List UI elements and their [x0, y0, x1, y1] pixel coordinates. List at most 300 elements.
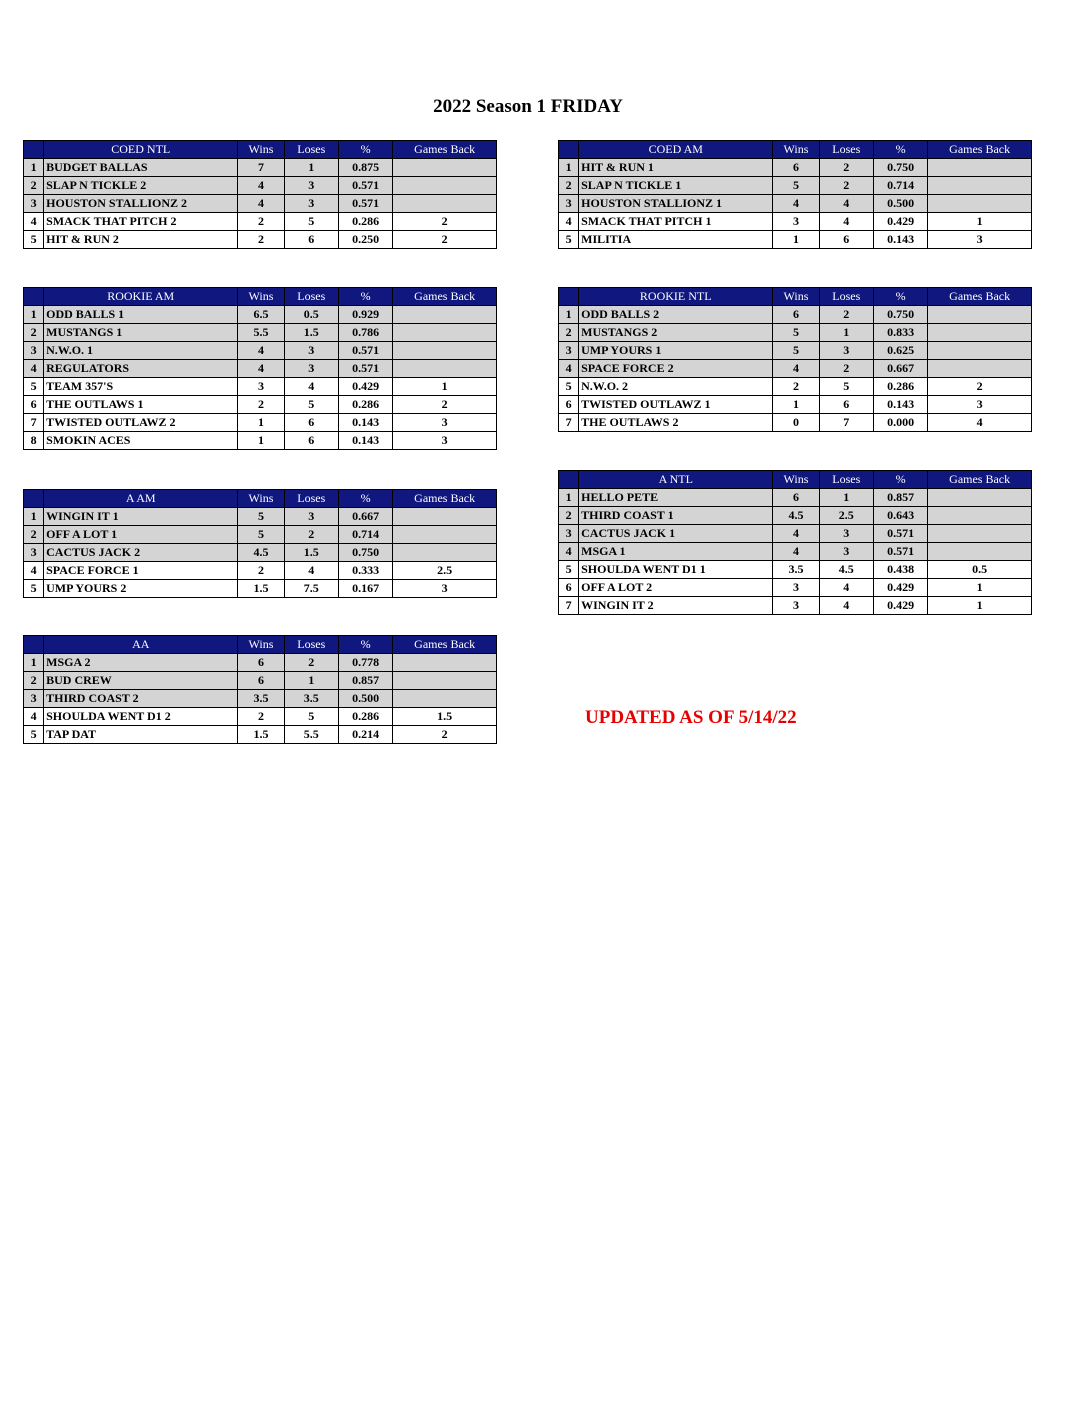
division-name: COED AM — [579, 141, 773, 159]
standings-table — [23, 287, 497, 450]
loses: 3 — [284, 195, 338, 213]
table-row — [24, 360, 497, 378]
loses: 2 — [819, 306, 873, 324]
table-row — [24, 378, 497, 396]
table-row — [24, 432, 497, 450]
loses: 7.5 — [284, 580, 338, 598]
table-row — [24, 324, 497, 342]
games-back — [393, 159, 497, 177]
wins: 6 — [773, 306, 819, 324]
team-name: UMP YOURS 2 — [44, 580, 238, 598]
win-pct: 0.571 — [338, 360, 392, 378]
wins: 4 — [238, 342, 284, 360]
team-name: REGULATORS — [44, 360, 238, 378]
wins: 5.5 — [238, 324, 284, 342]
table-row — [24, 672, 497, 690]
win-pct: 0.250 — [338, 231, 392, 249]
win-pct: 0.000 — [873, 414, 927, 432]
team-name: OFF A LOT 1 — [44, 526, 238, 544]
table-header — [559, 141, 1032, 159]
loses: 6 — [284, 231, 338, 249]
loses: 5 — [819, 378, 873, 396]
games-back — [393, 306, 497, 324]
rank: 2 — [559, 177, 579, 195]
win-pct: 0.786 — [338, 324, 392, 342]
games-back — [928, 324, 1032, 342]
team-name: SPACE FORCE 2 — [579, 360, 773, 378]
win-pct: 0.667 — [338, 508, 392, 526]
division-name: ROOKIE NTL — [579, 288, 773, 306]
wins-header: Wins — [238, 636, 284, 654]
rank: 6 — [559, 579, 579, 597]
rank: 4 — [559, 213, 579, 231]
games-back — [928, 342, 1032, 360]
loses: 3 — [819, 543, 873, 561]
team-name: HIT & RUN 1 — [579, 159, 773, 177]
rank: 5 — [559, 231, 579, 249]
win-pct: 0.571 — [338, 195, 392, 213]
games-back: 2 — [393, 213, 497, 231]
wins: 4 — [773, 543, 819, 561]
team-name: TWISTED OUTLAWZ 1 — [579, 396, 773, 414]
wins: 2 — [238, 213, 284, 231]
rank-header — [24, 288, 44, 306]
table-row — [559, 543, 1032, 561]
wins: 3 — [773, 597, 819, 615]
games-back — [393, 672, 497, 690]
win-pct: 0.429 — [338, 378, 392, 396]
wins: 1.5 — [238, 726, 284, 744]
win-pct: 0.286 — [338, 708, 392, 726]
rank: 8 — [24, 432, 44, 450]
wins-header: Wins — [238, 141, 284, 159]
loses: 4.5 — [819, 561, 873, 579]
games-back-header: Games Back — [393, 490, 497, 508]
win-pct: 0.143 — [873, 231, 927, 249]
rank: 2 — [24, 324, 44, 342]
team-name: MUSTANGS 2 — [579, 324, 773, 342]
table-row — [24, 708, 497, 726]
games-back: 1 — [393, 378, 497, 396]
win-pct: 0.778 — [338, 654, 392, 672]
wins: 5 — [773, 342, 819, 360]
table-row — [559, 324, 1032, 342]
loses: 1 — [284, 672, 338, 690]
loses: 6 — [819, 396, 873, 414]
wins: 6 — [773, 489, 819, 507]
table-row — [559, 597, 1032, 615]
games-back: 1 — [928, 579, 1032, 597]
games-back — [393, 654, 497, 672]
win-pct: 0.143 — [338, 414, 392, 432]
rank: 4 — [559, 360, 579, 378]
wins: 3.5 — [238, 690, 284, 708]
win-pct: 0.667 — [873, 360, 927, 378]
wins: 4.5 — [238, 544, 284, 562]
win-pct: 0.875 — [338, 159, 392, 177]
games-back — [928, 306, 1032, 324]
win-pct: 0.286 — [873, 378, 927, 396]
wins: 2 — [238, 562, 284, 580]
loses: 3 — [284, 177, 338, 195]
wins: 6 — [238, 654, 284, 672]
team-name: THE OUTLAWS 1 — [44, 396, 238, 414]
win-pct: 0.214 — [338, 726, 392, 744]
loses: 1 — [284, 159, 338, 177]
games-back: 2 — [393, 726, 497, 744]
team-name: HOUSTON STALLIONZ 2 — [44, 195, 238, 213]
games-back — [393, 342, 497, 360]
division-name: ROOKIE AM — [44, 288, 238, 306]
pct-header: % — [873, 288, 927, 306]
division-name: COED NTL — [44, 141, 238, 159]
loses-header: Loses — [284, 636, 338, 654]
games-back — [928, 159, 1032, 177]
games-back — [393, 544, 497, 562]
games-back: 3 — [393, 580, 497, 598]
loses: 5 — [284, 708, 338, 726]
loses: 4 — [819, 597, 873, 615]
pct-header: % — [338, 636, 392, 654]
wins: 1 — [238, 414, 284, 432]
wins: 0 — [773, 414, 819, 432]
games-back — [928, 195, 1032, 213]
team-name: HIT & RUN 2 — [44, 231, 238, 249]
rank: 3 — [24, 195, 44, 213]
loses: 6 — [284, 414, 338, 432]
team-name: BUDGET BALLAS — [44, 159, 238, 177]
games-back-header: Games Back — [393, 636, 497, 654]
table-row — [24, 508, 497, 526]
table-row — [24, 414, 497, 432]
page-title: 2022 Season 1 FRIDAY — [433, 96, 623, 117]
win-pct: 0.571 — [873, 525, 927, 543]
wins: 4 — [773, 525, 819, 543]
games-back — [393, 526, 497, 544]
table-row — [24, 306, 497, 324]
table-row — [24, 526, 497, 544]
win-pct: 0.143 — [873, 396, 927, 414]
loses: 2 — [284, 526, 338, 544]
rank: 2 — [559, 324, 579, 342]
table-header — [559, 471, 1032, 489]
loses: 1 — [819, 489, 873, 507]
loses: 2 — [819, 360, 873, 378]
rank: 1 — [24, 654, 44, 672]
team-name: SHOULDA WENT D1 1 — [579, 561, 773, 579]
wins: 4 — [238, 177, 284, 195]
team-name: SMACK THAT PITCH 1 — [579, 213, 773, 231]
rank: 1 — [24, 508, 44, 526]
win-pct: 0.167 — [338, 580, 392, 598]
team-name: THE OUTLAWS 2 — [579, 414, 773, 432]
loses: 3 — [284, 508, 338, 526]
win-pct: 0.714 — [338, 526, 392, 544]
loses-header: Loses — [284, 141, 338, 159]
games-back — [928, 177, 1032, 195]
games-back-header: Games Back — [928, 288, 1032, 306]
loses: 2 — [819, 159, 873, 177]
rank: 3 — [24, 690, 44, 708]
standings-table — [558, 287, 1032, 432]
wins: 2 — [238, 396, 284, 414]
loses: 3 — [819, 525, 873, 543]
table-row — [559, 342, 1032, 360]
games-back — [928, 489, 1032, 507]
team-name: CACTUS JACK 2 — [44, 544, 238, 562]
rank: 3 — [24, 342, 44, 360]
games-back — [393, 177, 497, 195]
rank-header — [559, 288, 579, 306]
rank: 4 — [24, 708, 44, 726]
wins: 6 — [773, 159, 819, 177]
rank: 1 — [24, 159, 44, 177]
standings-table — [23, 635, 497, 744]
games-back: 1 — [928, 213, 1032, 231]
team-name: N.W.O. 1 — [44, 342, 238, 360]
games-back: 3 — [928, 231, 1032, 249]
team-name: HOUSTON STALLIONZ 1 — [579, 195, 773, 213]
wins: 4 — [238, 360, 284, 378]
table-row — [559, 507, 1032, 525]
team-name: N.W.O. 2 — [579, 378, 773, 396]
win-pct: 0.857 — [338, 672, 392, 690]
loses: 3 — [819, 342, 873, 360]
team-name: MILITIA — [579, 231, 773, 249]
division-name: A NTL — [579, 471, 773, 489]
rank-header — [24, 490, 44, 508]
win-pct: 0.143 — [338, 432, 392, 450]
games-back: 2 — [393, 396, 497, 414]
games-back — [393, 324, 497, 342]
wins: 3 — [773, 213, 819, 231]
win-pct: 0.857 — [873, 489, 927, 507]
loses: 5 — [284, 213, 338, 231]
games-back: 4 — [928, 414, 1032, 432]
rank: 5 — [24, 378, 44, 396]
wins: 5 — [238, 526, 284, 544]
loses: 4 — [819, 213, 873, 231]
team-name: OFF A LOT 2 — [579, 579, 773, 597]
loses-header: Loses — [284, 490, 338, 508]
wins: 5 — [238, 508, 284, 526]
wins: 5 — [773, 324, 819, 342]
rank: 5 — [559, 378, 579, 396]
wins: 1 — [238, 432, 284, 450]
win-pct: 0.714 — [873, 177, 927, 195]
table-row — [559, 525, 1032, 543]
games-back — [928, 360, 1032, 378]
games-back-header: Games Back — [928, 141, 1032, 159]
team-name: MUSTANGS 1 — [44, 324, 238, 342]
games-back-header: Games Back — [393, 141, 497, 159]
wins: 6 — [238, 672, 284, 690]
wins-header: Wins — [773, 288, 819, 306]
rank: 4 — [24, 360, 44, 378]
table-row — [24, 654, 497, 672]
rank: 5 — [24, 726, 44, 744]
table-header — [24, 490, 497, 508]
table-row — [559, 378, 1032, 396]
games-back — [393, 508, 497, 526]
team-name: THIRD COAST 1 — [579, 507, 773, 525]
games-back: 2 — [928, 378, 1032, 396]
division-name: A AM — [44, 490, 238, 508]
table-row — [24, 342, 497, 360]
rank: 5 — [559, 561, 579, 579]
rank: 3 — [559, 195, 579, 213]
loses: 4 — [819, 195, 873, 213]
wins: 4 — [773, 360, 819, 378]
win-pct: 0.286 — [338, 213, 392, 231]
loses-header: Loses — [819, 141, 873, 159]
team-name: SHOULDA WENT D1 2 — [44, 708, 238, 726]
games-back: 3 — [393, 414, 497, 432]
rank: 2 — [24, 177, 44, 195]
pct-header: % — [338, 141, 392, 159]
table-header — [24, 636, 497, 654]
loses: 6 — [819, 231, 873, 249]
wins: 4 — [238, 195, 284, 213]
rank: 4 — [24, 213, 44, 231]
table-row — [24, 195, 497, 213]
wins-header: Wins — [238, 490, 284, 508]
rank-header — [559, 471, 579, 489]
wins-header: Wins — [773, 471, 819, 489]
wins: 3 — [773, 579, 819, 597]
team-name: WINGIN IT 2 — [579, 597, 773, 615]
rank: 7 — [24, 414, 44, 432]
team-name: TEAM 357'S — [44, 378, 238, 396]
loses: 4 — [819, 579, 873, 597]
rank: 6 — [559, 396, 579, 414]
table-row — [559, 414, 1032, 432]
team-name: HELLO PETE — [579, 489, 773, 507]
table-row — [559, 489, 1032, 507]
loses: 7 — [819, 414, 873, 432]
wins: 2 — [238, 708, 284, 726]
rank-header — [24, 636, 44, 654]
win-pct: 0.571 — [873, 543, 927, 561]
wins: 3 — [238, 378, 284, 396]
rank: 6 — [24, 396, 44, 414]
table-row — [559, 195, 1032, 213]
rank: 7 — [559, 597, 579, 615]
table-header — [24, 288, 497, 306]
loses: 6 — [284, 432, 338, 450]
rank: 1 — [24, 306, 44, 324]
games-back: 0.5 — [928, 561, 1032, 579]
rank: 2 — [559, 507, 579, 525]
loses-header: Loses — [284, 288, 338, 306]
win-pct: 0.571 — [338, 342, 392, 360]
team-name: WINGIN IT 1 — [44, 508, 238, 526]
table-row — [559, 306, 1032, 324]
rank: 3 — [559, 342, 579, 360]
games-back: 2.5 — [393, 562, 497, 580]
wins: 4.5 — [773, 507, 819, 525]
team-name: MSGA 1 — [579, 543, 773, 561]
table-row — [24, 231, 497, 249]
team-name: SMACK THAT PITCH 2 — [44, 213, 238, 231]
table-row — [559, 360, 1032, 378]
table-header — [24, 141, 497, 159]
table-row — [559, 159, 1032, 177]
team-name: SPACE FORCE 1 — [44, 562, 238, 580]
pct-header: % — [873, 471, 927, 489]
loses: 4 — [284, 562, 338, 580]
win-pct: 0.429 — [873, 597, 927, 615]
games-back — [393, 360, 497, 378]
rank: 7 — [559, 414, 579, 432]
standings-table — [558, 140, 1032, 249]
rank: 2 — [24, 672, 44, 690]
team-name: SMOKIN ACES — [44, 432, 238, 450]
win-pct: 0.500 — [873, 195, 927, 213]
games-back: 1.5 — [393, 708, 497, 726]
games-back — [928, 525, 1032, 543]
pct-header: % — [338, 288, 392, 306]
rank: 3 — [559, 525, 579, 543]
rank: 1 — [559, 489, 579, 507]
loses: 2.5 — [819, 507, 873, 525]
loses: 3.5 — [284, 690, 338, 708]
division-name: AA — [44, 636, 238, 654]
team-name: CACTUS JACK 1 — [579, 525, 773, 543]
table-row — [559, 579, 1032, 597]
wins: 4 — [773, 195, 819, 213]
team-name: THIRD COAST 2 — [44, 690, 238, 708]
table-row — [24, 396, 497, 414]
loses: 5 — [284, 396, 338, 414]
team-name: BUD CREW — [44, 672, 238, 690]
table-row — [559, 396, 1032, 414]
rank: 2 — [24, 526, 44, 544]
rank-header — [24, 141, 44, 159]
win-pct: 0.929 — [338, 306, 392, 324]
team-name: SLAP N TICKLE 2 — [44, 177, 238, 195]
rank: 3 — [24, 544, 44, 562]
wins: 2 — [238, 231, 284, 249]
wins-header: Wins — [773, 141, 819, 159]
pct-header: % — [873, 141, 927, 159]
wins: 1 — [773, 396, 819, 414]
win-pct: 0.625 — [873, 342, 927, 360]
table-row — [24, 544, 497, 562]
rank: 1 — [559, 159, 579, 177]
games-back — [928, 507, 1032, 525]
team-name: MSGA 2 — [44, 654, 238, 672]
table-row — [559, 177, 1032, 195]
win-pct: 0.643 — [873, 507, 927, 525]
standings-table — [23, 140, 497, 249]
games-back-header: Games Back — [393, 288, 497, 306]
rank: 4 — [559, 543, 579, 561]
standings-table — [23, 489, 497, 598]
win-pct: 0.429 — [873, 579, 927, 597]
win-pct: 0.438 — [873, 561, 927, 579]
games-back: 3 — [928, 396, 1032, 414]
table-row — [24, 213, 497, 231]
games-back: 2 — [393, 231, 497, 249]
win-pct: 0.833 — [873, 324, 927, 342]
table-row — [24, 159, 497, 177]
table-header — [559, 288, 1032, 306]
win-pct: 0.286 — [338, 396, 392, 414]
team-name: ODD BALLS 1 — [44, 306, 238, 324]
win-pct: 0.333 — [338, 562, 392, 580]
table-row — [559, 231, 1032, 249]
